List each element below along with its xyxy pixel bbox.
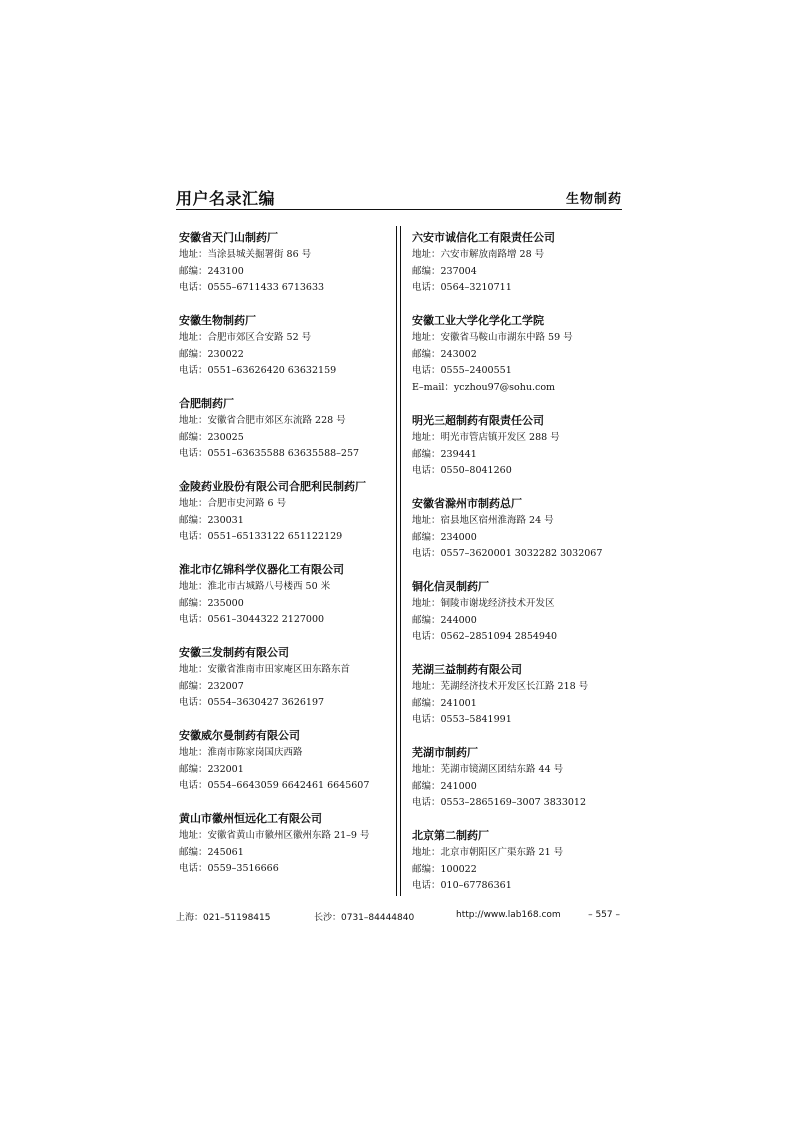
page-footer (176, 910, 622, 924)
footer-website: http://www.lab168.com (456, 910, 561, 920)
company-phone: 电话：010–67786361 (412, 880, 512, 891)
company-name: 安徽生物制药厂 (179, 314, 256, 327)
company-phone: 电话：0553–2865169–3007 3833012 (412, 797, 586, 808)
directory-entry (412, 313, 627, 413)
company-address: 地址：合肥市史河路 6 号 (179, 498, 287, 509)
footer-shanghai-phone: 上海：021–51198415 (176, 913, 271, 923)
company-address: 地址：安徽省马鞍山市湖东中路 59 号 (412, 332, 573, 343)
company-name: 芜湖市制药厂 (412, 746, 478, 759)
company-address: 地址：安徽省合肥市郊区东流路 228 号 (179, 415, 346, 426)
column-divider (396, 226, 401, 896)
directory-entry (179, 396, 384, 479)
company-phone: 电话：0562–2851094 2854940 (412, 631, 558, 642)
company-address: 地址：宿县地区宿州淮海路 24 号 (412, 515, 554, 526)
company-address: 地址：安徽省淮南市田家庵区田东路东首 (179, 664, 351, 675)
company-email: E–mail：yczhou97@sohu.com (412, 381, 556, 393)
page-header (176, 186, 622, 208)
company-name: 金陵药业股份有限公司合肥利民制药厂 (179, 480, 366, 493)
footer-changsha-phone: 长沙：0731–84444840 (314, 913, 415, 923)
company-name: 铜化信灵制药厂 (412, 580, 489, 593)
section-title: 生物制药 (565, 192, 622, 207)
company-address: 地址：安徽省黄山市徽州区徽州东路 21–9 号 (179, 830, 370, 841)
company-address: 地址：铜陵市谢垅经济技术开发区 (412, 598, 555, 609)
company-postcode: 邮编：230022 (179, 348, 244, 360)
company-address: 地址：明光市管店镇开发区 288 号 (412, 432, 560, 443)
company-postcode: 邮编：243100 (179, 265, 244, 277)
company-name: 黄山市徽州恒远化工有限公司 (179, 812, 322, 825)
company-phone: 电话：0551–63635588 63635588–257 (179, 448, 360, 459)
company-address: 地址：当涂县城关掘署街 86 号 (179, 249, 312, 260)
directory-entry (179, 479, 384, 562)
header-rule (176, 209, 622, 210)
company-phone: 电话：0557–3620001 3032282 3032067 (412, 548, 603, 559)
company-postcode: 邮编：245061 (179, 846, 244, 858)
company-postcode: 邮编：234000 (412, 531, 477, 543)
directory-entry (412, 828, 627, 911)
company-postcode: 邮编：239441 (412, 448, 477, 460)
directory-entry (412, 230, 627, 313)
company-postcode: 邮编：241000 (412, 780, 477, 792)
company-address: 地址：合肥市郊区合安路 52 号 (179, 332, 312, 343)
company-address: 地址：六安市解放南路增 28 号 (412, 249, 545, 260)
company-name: 安徽威尔曼制药有限公司 (179, 729, 300, 742)
company-phone: 电话：0550–8041260 (412, 465, 512, 476)
directory-entry (412, 745, 627, 828)
directory-entry (412, 413, 627, 496)
page-title: 用户名录汇编 (176, 189, 276, 208)
company-name: 北京第二制药厂 (412, 829, 489, 842)
right-column (412, 230, 627, 911)
company-postcode: 邮编：230025 (179, 431, 244, 443)
company-postcode: 邮编：244000 (412, 614, 477, 626)
directory-entry (179, 230, 384, 313)
company-name: 安徽工业大学化学化工学院 (412, 314, 544, 327)
company-postcode: 邮编：232007 (179, 680, 244, 692)
company-postcode: 邮编：100022 (412, 863, 477, 875)
company-postcode: 邮编：232001 (179, 763, 244, 775)
directory-entry (179, 562, 384, 645)
company-name: 安徽省滁州市制药总厂 (412, 497, 522, 510)
company-address: 地址：淮南市陈家岗国庆西路 (179, 747, 303, 758)
company-postcode: 邮编：241001 (412, 697, 477, 709)
company-name: 安徽三发制药有限公司 (179, 646, 289, 659)
directory-entry (412, 579, 627, 662)
directory-entry (179, 645, 384, 728)
company-address: 地址：淮北市古城路八号楼西 50 米 (179, 581, 331, 592)
company-address: 地址：北京市朝阳区广渠东路 21 号 (412, 847, 564, 858)
page-number: – 557 – (588, 910, 620, 920)
company-phone: 电话：0553–5841991 (412, 714, 512, 725)
company-postcode: 邮编：243002 (412, 348, 477, 360)
company-name: 淮北市亿锦科学仪器化工有限公司 (179, 563, 344, 576)
company-address: 地址：芜湖市镜湖区团结东路 44 号 (412, 764, 564, 775)
company-name: 六安市诚信化工有限责任公司 (412, 231, 555, 244)
company-phone: 电话：0551–63626420 63632159 (179, 365, 337, 376)
directory-entry (179, 811, 384, 894)
directory-entry (412, 496, 627, 579)
company-name: 明光三超制药有限责任公司 (412, 414, 544, 427)
directory-entry (179, 728, 384, 811)
directory-entry (412, 662, 627, 745)
company-name: 合肥制药厂 (179, 397, 234, 410)
company-name: 安徽省天门山制药厂 (179, 231, 278, 244)
company-phone: 电话：0555–6711433 6713633 (179, 282, 325, 293)
company-phone: 电话：0554–6643059 6642461 6645607 (179, 780, 370, 791)
company-postcode: 邮编：237004 (412, 265, 477, 277)
company-address: 地址：芜湖经济技术开发区长江路 218 号 (412, 681, 589, 692)
company-postcode: 邮编：235000 (179, 597, 244, 609)
company-phone: 电话：0564–3210711 (412, 282, 512, 293)
company-postcode: 邮编：230031 (179, 514, 244, 526)
directory-entry (179, 313, 384, 396)
company-phone: 电话：0559–3516666 (179, 863, 279, 874)
left-column (179, 230, 384, 894)
company-phone: 电话：0551–65133122 651122129 (179, 531, 343, 542)
company-phone: 电话：0561–3044322 2127000 (179, 614, 325, 625)
company-phone: 电话：0554–3630427 3626197 (179, 697, 325, 708)
company-phone: 电话：0555–2400551 (412, 365, 512, 376)
company-name: 芜湖三益制药有限公司 (412, 663, 522, 676)
